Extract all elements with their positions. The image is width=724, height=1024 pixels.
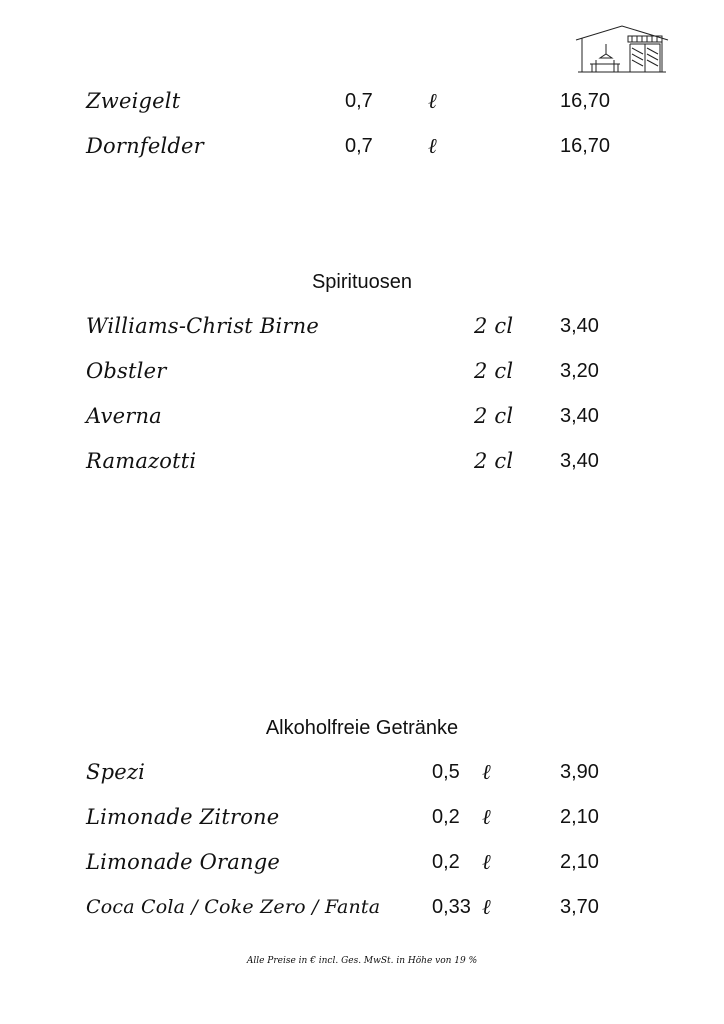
item-name: Obstler — [86, 359, 167, 383]
item-volume: 0,33 — [432, 896, 471, 918]
item-unit: ℓ — [428, 134, 437, 158]
item-price: 2,10 — [560, 851, 599, 873]
item-amount: 2 cl — [474, 359, 514, 383]
item-name: Coca Cola / Coke Zero / Fanta — [86, 896, 381, 918]
item-volume: 0,7 — [345, 135, 373, 157]
section-heading-spirits: Spirituosen — [311, 271, 413, 293]
item-price: 16,70 — [560, 135, 611, 157]
item-unit: ℓ — [482, 850, 491, 874]
list-item — [0, 802, 724, 832]
list-item — [0, 847, 724, 877]
item-price: 3,40 — [560, 405, 599, 427]
item-name: Spezi — [86, 760, 146, 784]
item-name: Zweigelt — [86, 89, 181, 113]
item-name: Limonade Orange — [86, 850, 280, 874]
item-name: Averna — [86, 404, 162, 428]
item-name: Ramazotti — [86, 449, 197, 473]
item-price: 3,40 — [560, 450, 599, 472]
item-unit: ℓ — [428, 89, 437, 113]
item-amount: 2 cl — [474, 404, 514, 428]
list-item — [0, 356, 724, 386]
item-volume: 0,2 — [432, 851, 460, 873]
item-amount: 2 cl — [474, 449, 514, 473]
item-name: Limonade Zitrone — [86, 805, 280, 829]
restaurant-house-icon — [574, 24, 670, 74]
item-volume: 0,2 — [432, 806, 460, 828]
item-amount: 2 cl — [474, 314, 514, 338]
item-price: 3,70 — [560, 896, 599, 918]
list-item — [0, 311, 724, 341]
list-item — [0, 131, 724, 161]
list-item — [0, 86, 724, 116]
item-volume: 0,5 — [432, 761, 460, 783]
list-item — [0, 757, 724, 787]
section-heading-softdrinks: Alkoholfreie Getränke — [265, 717, 459, 739]
item-price: 16,70 — [560, 90, 611, 112]
list-item — [0, 401, 724, 431]
item-price: 2,10 — [560, 806, 599, 828]
list-item — [0, 446, 724, 476]
price-footnote: Alle Preise in € incl. Ges. MwSt. in Höhe von 19 % — [246, 956, 478, 966]
item-name: Dornfelder — [86, 134, 204, 158]
item-unit: ℓ — [482, 895, 491, 919]
item-unit: ℓ — [482, 760, 491, 784]
item-name: Williams-Christ Birne — [86, 314, 319, 338]
item-price: 3,20 — [560, 360, 599, 382]
item-price: 3,90 — [560, 761, 599, 783]
item-unit: ℓ — [482, 805, 491, 829]
list-item — [0, 892, 724, 922]
item-price: 3,40 — [560, 315, 599, 337]
item-volume: 0,7 — [345, 90, 373, 112]
